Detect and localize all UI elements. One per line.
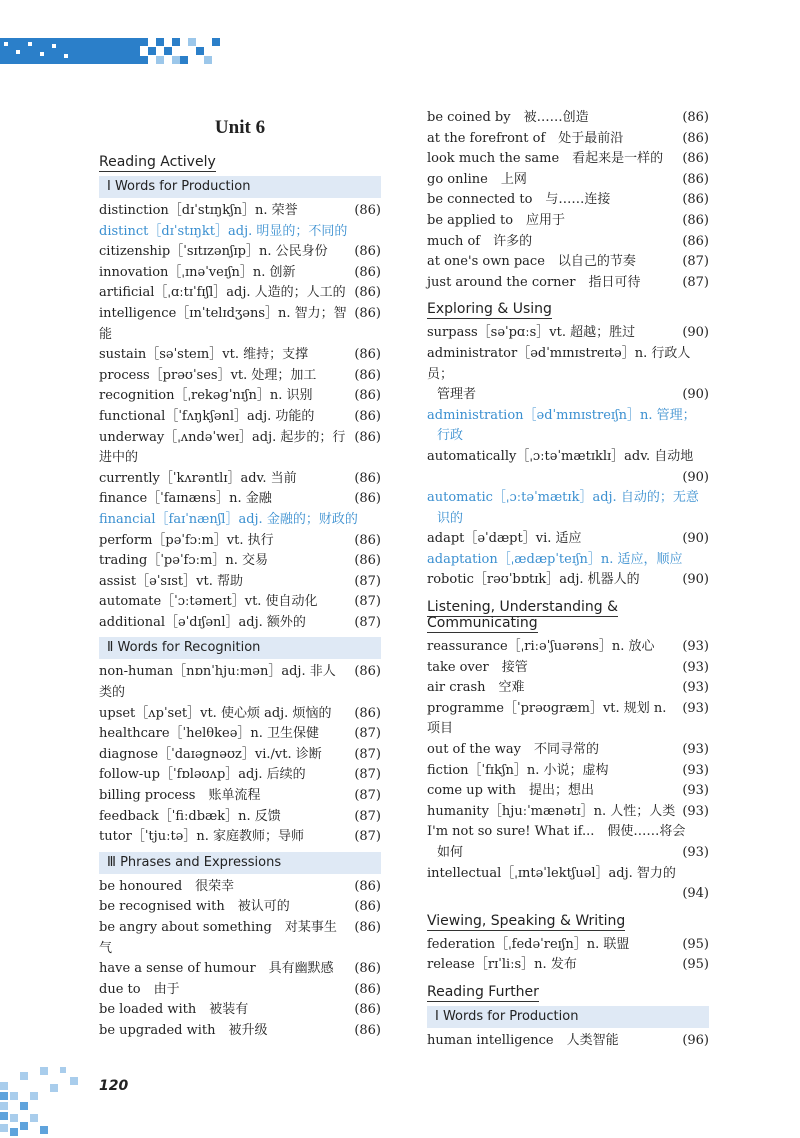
entry-text: administrator［ədˈmɪnɪstreɪtə］n. 行政人员； [427,345,691,382]
entry-text: humanity［hjuːˈmænətɪ］n. 人性；人类 [427,803,676,819]
entry-text: upset［ʌpˈset］vt. 使心烦 adj. 烦恼的 [99,705,332,721]
unit-title: Unit 6 [214,117,266,138]
vocab-list-listening [427,637,709,905]
entry-text: just around the corner 指日可待 [427,274,641,290]
entry-text: go online 上网 [427,171,527,187]
entry-page: (86) [354,981,381,997]
entry-page: (86) [682,233,709,249]
entry-text: follow-up［ˈfɒləʊʌp］adj. 后续的 [99,767,306,783]
vocab-list-recognition [99,662,381,847]
entry-page: (96) [682,1032,709,1048]
vocab-entry [99,242,381,263]
vocab-entry [427,740,709,761]
entry-page: (90) [682,572,709,588]
vocab-list-exploring [427,323,709,591]
subsection-phrases: Ⅲ Phrases and Expressions [99,852,381,874]
entry-text: I'm not so sure! What if... 假使……将会 [427,824,686,840]
entry-page: (86) [354,367,381,383]
section-heading-exploring: Exploring & Using [427,301,552,318]
entry-page: (86) [682,151,709,167]
entry-text: be angry about something 对某事生气 [99,920,337,956]
entry-text: federation［ˌfedəˈreɪʃn］n. 联盟 [427,936,630,952]
entry-page: (95) [682,936,709,952]
entry-text: automatic［ˌɔːtəˈmætɪk］adj. 自动的；无意 [427,490,699,506]
entry-text-continued: 行政 [437,428,464,444]
entry-text: financial［faɪˈnænʃl］adj. 金融的；财政的 [99,511,358,527]
vocab-entry [99,827,381,848]
vocab-entry [427,447,709,488]
entry-page: (86) [682,110,709,125]
entry-text: recognition［ˌrekəgˈnɪʃn］n. 识别 [99,388,313,404]
header-mosaic-decoration [0,38,225,64]
entry-page: (86) [354,878,381,894]
entry-text: sustain［səˈsteɪn］vt. 维持；支撑 [99,347,309,363]
section-heading-reading-further: Reading Further [427,983,539,1000]
entry-page: (93) [682,845,709,860]
entry-page: (86) [354,899,381,915]
entry-text: be honoured 很荣幸 [99,878,235,894]
entry-text: be connected to 与……连接 [427,192,611,208]
entry-text: functional［ˈfʌŋkʃənl］adj. 功能的 [99,408,315,424]
entry-text: process［prəʊˈses］vt. 处理；加工 [99,367,317,383]
entry-text: citizenship［ˈsɪtɪzənʃɪp］n. 公民身份 [99,244,328,260]
vocab-entry [99,592,381,613]
vocab-entry [427,550,709,571]
footer-mosaic-decoration [0,1062,92,1138]
entry-text: perform［pəˈfɔːm］vt. 执行 [99,532,274,548]
entry-page: (87) [354,767,381,783]
entry-text: be upgraded with 被升级 [99,1022,268,1038]
entry-text: look much the same 看起来是一样的 [427,151,664,167]
vocab-entry [99,489,381,510]
vocab-entry [99,222,381,243]
entry-page: (90) [682,469,709,485]
entry-page: (93) [682,762,709,778]
entry-page: (87) [354,726,381,742]
entry-text: human intelligence 人类智能 [427,1032,619,1048]
vocab-entry [99,745,381,766]
entry-page: (93) [682,700,709,716]
vocab-entry [99,366,381,387]
entry-page: (95) [682,957,709,973]
entry-page: (86) [354,920,381,935]
vocab-entry [99,551,381,572]
vocab-entry [427,781,709,802]
entry-page: (93) [682,783,709,799]
vocab-entry [99,345,381,366]
section-heading-reading-actively: Reading Actively [99,154,216,170]
entry-page: (86) [354,285,381,301]
entry-page: (87) [354,808,381,824]
entry-text: at one's own pace 以自己的节奏 [427,254,636,270]
entry-text: adaptation［ˌædæpˈteɪʃn］n. 适应，顺应 [427,551,683,567]
phrase-list [99,877,381,1042]
vocab-entry [427,529,709,550]
subsection-words-recognition: Ⅱ Words for Recognition [99,637,381,659]
entry-text: surpass［səˈpɑːs］vt. 超越；胜过 [427,325,636,341]
vocab-entry [99,897,381,918]
entry-text: adapt［əˈdæpt］vi. 适应 [427,531,582,547]
entry-page: (86) [354,532,381,548]
vocab-list-production [99,201,381,633]
entry-text: be applied to 应用于 [427,212,566,228]
vocab-entry [427,488,709,529]
vocab-entry [427,678,709,699]
entry-text: automate［ˈɔːtəmeɪt］vt. 使自动化 [99,594,318,610]
subsection-rf-words-production: Ⅰ Words for Production [427,1006,709,1028]
entry-text: due to 由于 [99,981,180,997]
vocab-entry [99,386,381,407]
vocab-entry [99,807,381,828]
vocab-entry [99,407,381,428]
entry-page: (86) [354,470,381,486]
entry-page: (86) [354,1022,381,1038]
left-column [99,108,381,1042]
vocab-entry [99,1000,381,1021]
vocab-entry [427,129,709,150]
entry-page: (93) [682,742,709,758]
entry-page: (86) [354,705,381,721]
entry-page: (86) [354,1002,381,1018]
vocab-entry [99,304,381,345]
entry-page: (86) [354,491,381,507]
vocab-entry [99,662,381,703]
entry-page: (87) [682,254,709,270]
entry-page: (86) [682,212,709,228]
vocab-entry [99,531,381,552]
entry-page: (86) [354,408,381,424]
vocab-entry [427,273,709,294]
entry-text: take over 接管 [427,659,528,675]
entry-text: programme［ˈprəʊgræm］vt. 规划 n. 项目 [427,700,667,737]
entry-text-continued: 管理者 [437,387,477,403]
vocab-entry [99,724,381,745]
entry-page: (90) [682,387,709,403]
vocab-list-viewing [427,935,709,976]
vocab-entry [99,201,381,222]
page-number: 120 [99,1078,129,1094]
entry-text: intellectual［ˌɪntəˈlektʃuəl］adj. 智力的 [427,865,676,881]
entry-page: (87) [354,788,381,804]
entry-page: (86) [354,203,381,218]
vocab-entry [99,980,381,1001]
entry-text: administration［ədˈmɪnɪstreɪʃn］n. 管理； [427,407,696,423]
vocab-entry [427,570,709,591]
entry-text: be loaded with 被装有 [99,1002,249,1018]
vocab-entry [427,761,709,782]
vocab-entry [99,1021,381,1042]
entry-text: reassurance［ˌriːəˈʃuərəns］n. 放心 [427,639,655,655]
vocab-entry [99,765,381,786]
vocab-entry [427,323,709,344]
entry-text: billing process 账单流程 [99,788,261,804]
entry-text: release［rɪˈliːs］n. 发布 [427,957,577,973]
entry-page: (87) [354,594,381,610]
entry-page: (86) [354,664,381,680]
entry-page: (86) [682,130,709,146]
entry-page: (90) [682,325,709,341]
vocab-entry [427,252,709,273]
entry-text: trading［ˈpəˈfɔːm］n. 交易 [99,553,268,569]
vocab-entry [99,704,381,725]
entry-text: tutor［ˈtjuːtə］n. 家庭教师；导师 [99,829,304,845]
vocab-entry [427,232,709,253]
entry-text: air crash 空难 [427,680,525,696]
entry-page: (93) [682,639,709,655]
vocab-entry [427,406,709,447]
entry-page: (87) [354,614,381,630]
vocab-entry [427,108,709,129]
entry-text: feedback［ˈfiːdbæk］n. 反馈 [99,808,281,824]
entry-text: have a sense of humour 具有幽默感 [99,961,334,977]
vocab-entry [427,935,709,956]
entry-text: additional［əˈdɪʃənl］adj. 额外的 [99,614,306,630]
entry-page: (87) [354,746,381,762]
vocab-entry [99,283,381,304]
vocab-entry [99,510,381,531]
vocab-entry [99,428,381,469]
vocab-entry [99,263,381,284]
entry-text: robotic［rəʊˈbɒtɪk］adj. 机器人的 [427,572,640,588]
vocab-entry [427,864,709,905]
entry-text: diagnose［ˈdaɪəgnəʊz］vi./vt. 诊断 [99,746,322,762]
entry-page: (93) [682,803,709,819]
entry-text: much of 许多的 [427,233,533,249]
right-column [427,108,709,1052]
vocab-entry [99,572,381,593]
entry-text: assist［əˈsɪst］vt. 帮助 [99,573,243,589]
phrase-list-continued [427,108,709,293]
vocab-entry [99,959,381,980]
entry-page: (87) [682,274,709,290]
entry-text: finance［ˈfaɪnæns］n. 金融 [99,491,272,507]
vocab-entry [427,802,709,823]
entry-page: (86) [354,244,381,260]
vocab-entry [99,877,381,898]
vocab-entry [427,344,709,406]
entry-text-continued: 如何 [437,845,464,860]
entry-text: currently［ˈkʌrəntlɪ］adv. 当前 [99,470,297,486]
entry-page: (87) [354,573,381,589]
entry-page: (86) [354,429,381,445]
entry-text: non-human［nɒnˈhjuːmən］adj. 非人类的 [99,664,336,701]
vocab-entry [427,699,709,740]
entry-text: underway［ˌʌndəˈweɪ］adj. 起步的；行进中的 [99,429,346,466]
entry-text: come up with 提出；想出 [427,783,594,799]
vocab-entry [99,613,381,634]
vocab-list-reading-further [427,1031,709,1052]
vocab-entry [99,786,381,807]
entry-text: innovation［ˌɪnəˈveɪʃn］n. 创新 [99,264,296,280]
entry-text-continued: 识的 [437,510,464,526]
entry-text: at the forefront of 处于最前沿 [427,130,624,146]
section-heading-listening: Listening, Understanding & Communicating [427,599,619,632]
entry-text: automatically［ˌɔːtəˈmætɪklɪ］adv. 自动地 [427,448,694,464]
vocab-entry [427,637,709,658]
vocab-entry [427,211,709,232]
entry-page: (86) [682,192,709,208]
entry-text: artificial［ˌɑːtɪˈfɪʃl］adj. 人造的；人工的 [99,285,346,301]
subsection-words-production: Ⅰ Words for Production [99,176,381,198]
vocab-entry [427,1031,709,1052]
vocab-entry [99,918,381,959]
section-heading-viewing: Viewing, Speaking & Writing [427,912,626,929]
entry-page: (86) [354,961,381,977]
vocab-entry [427,170,709,191]
entry-text: out of the way 不同寻常的 [427,742,599,758]
entry-page: (86) [354,264,381,280]
vocab-entry [99,469,381,490]
entry-page: (87) [354,829,381,845]
entry-text: be coined by 被……创造 [427,110,589,125]
entry-page: (86) [354,388,381,404]
entry-page: (93) [682,659,709,675]
entry-text: distinction［dɪˈstɪŋkʃn］n. 荣誉 [99,203,298,218]
entry-text: intelligence［ɪnˈtelɪdʒəns］n. 智力；智能 [99,305,347,342]
entry-page: (86) [354,347,381,363]
vocab-entry [427,658,709,679]
vocab-entry [427,190,709,211]
entry-text: fiction［ˈfɪkʃn］n. 小说；虚构 [427,762,609,778]
entry-page: (86) [354,553,381,569]
entry-text: distinct［dɪˈstɪŋkt］adj. 明显的；不同的 [99,223,348,239]
entry-page: (94) [682,886,709,902]
entry-page: (90) [682,531,709,547]
entry-page: (86) [682,171,709,187]
entry-page: (93) [682,680,709,696]
vocab-entry [427,955,709,976]
entry-page: (86) [354,305,381,321]
entry-text: healthcare［ˈhelθkeə］n. 卫生保健 [99,726,320,742]
vocab-entry [427,149,709,170]
entry-text: be recognised with 被认可的 [99,899,290,915]
vocab-entry [427,822,709,863]
